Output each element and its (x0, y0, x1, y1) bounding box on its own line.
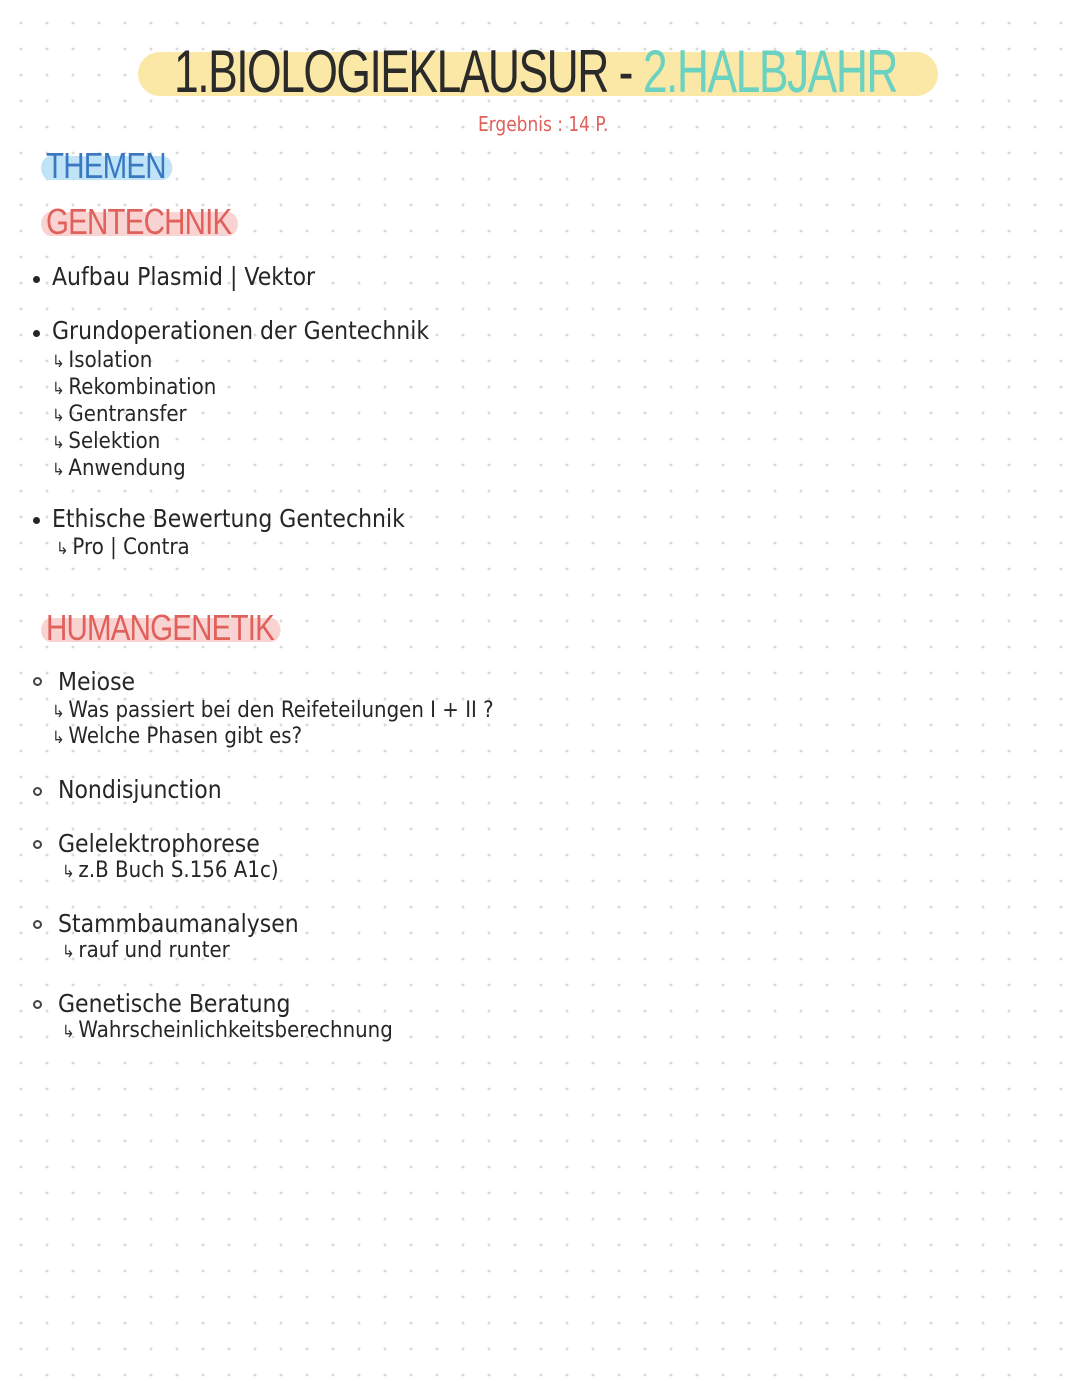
arrow-icon: ↳ (62, 942, 75, 962)
bullet-icon (33, 920, 42, 929)
list-item: Meiose (58, 667, 136, 696)
title-dash: - (618, 38, 632, 105)
sub-item: ↳ rauf und runter (62, 938, 230, 963)
sub-item: ↳ Gentransfer (52, 402, 187, 427)
arrow-icon: ↳ (56, 539, 69, 559)
humangenetik-heading: HUMANGENETIK (46, 608, 274, 648)
title-part-2: 2.HALBJAHR (642, 38, 897, 105)
themen-heading: THEMEN (46, 146, 166, 186)
arrow-icon: ↳ (52, 433, 65, 453)
sub-item: ↳ Pro | Contra (56, 535, 190, 560)
list-item: Aufbau Plasmid | Vektor (52, 262, 316, 291)
sub-item: ↳ z.B Buch S.156 A1c) (62, 858, 279, 883)
bullet-icon (33, 330, 40, 337)
bullet-icon (33, 787, 42, 796)
sub-item: ↳ Was passiert bei den Reifeteilungen I + II ? (52, 698, 494, 723)
bullet-icon (33, 517, 40, 524)
list-item: Genetische Beratung (58, 989, 291, 1018)
list-item: Gelelektrophorese (58, 829, 260, 858)
list-item: Grundoperationen der Gentechnik (52, 316, 430, 345)
gentechnik-heading: GENTECHNIK (46, 202, 231, 242)
arrow-icon: ↳ (62, 862, 75, 882)
sub-item: ↳ Wahrscheinlichkeitsberechnung (62, 1018, 393, 1043)
bullet-icon (33, 840, 42, 849)
page-title (138, 34, 938, 104)
sub-item: ↳ Selektion (52, 429, 161, 454)
title-text (174, 36, 897, 108)
list-item: Ethische Bewertung Gentechnik (52, 504, 405, 533)
arrow-icon: ↳ (52, 352, 65, 372)
bullet-icon (33, 1000, 42, 1009)
arrow-icon: ↳ (52, 728, 65, 748)
sub-item: ↳ Welche Phasen gibt es? (52, 724, 303, 749)
arrow-icon: ↳ (52, 379, 65, 399)
bullet-icon (33, 276, 40, 283)
sub-item: ↳ Anwendung (52, 456, 186, 481)
list-item: Nondisjunction (58, 775, 222, 804)
arrow-icon: ↳ (52, 460, 65, 480)
title-part-1: 1.BIOLOGIEKLAUSUR (174, 38, 608, 105)
sub-item: ↳ Isolation (52, 348, 153, 373)
arrow-icon: ↳ (62, 1022, 75, 1042)
arrow-icon: ↳ (52, 406, 65, 426)
result-score: Ergebnis : 14 P. (478, 112, 609, 136)
bullet-icon (33, 677, 42, 686)
arrow-icon: ↳ (52, 702, 65, 722)
sub-item: ↳ Rekombination (52, 375, 217, 400)
list-item: Stammbaumanalysen (58, 909, 299, 938)
